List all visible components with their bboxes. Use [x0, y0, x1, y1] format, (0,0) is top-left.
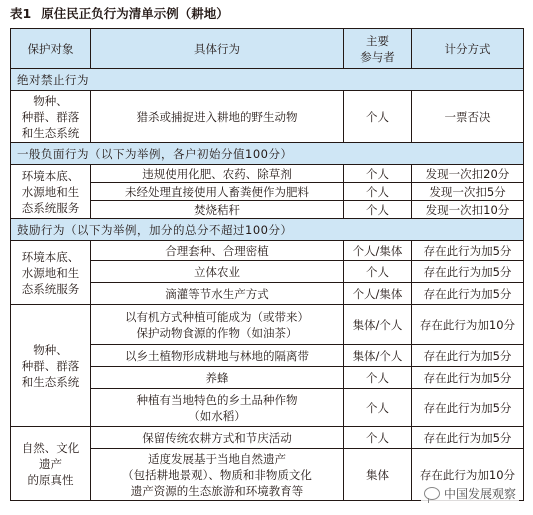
- scoring-cell: 存在此行为加5分: [412, 241, 524, 261]
- behavior-list-table: [10, 28, 524, 501]
- behavior-cell: 违规使用化肥、农药、除草剂: [91, 165, 344, 183]
- section-row: [11, 219, 524, 241]
- section-row: [11, 69, 524, 91]
- subject-cell: 集体: [344, 449, 412, 501]
- scoring-cell: 存在此行为加5分: [412, 345, 524, 367]
- scoring-cell: 存在此行为加5分: [412, 283, 524, 305]
- wechat-icon: [424, 487, 440, 500]
- table-row: [11, 427, 524, 449]
- scoring-cell: 存在此行为加5分: [412, 389, 524, 427]
- scoring-cell: 发现一次扣10分: [412, 201, 524, 219]
- table-row: [11, 165, 524, 183]
- watermark-text: 中国发展观察: [443, 487, 516, 501]
- table-caption: [10, 4, 229, 22]
- subject-cell: 个人/集体: [344, 283, 412, 305]
- header-behavior: 具体行为: [91, 29, 344, 69]
- subject-cell: 个人: [344, 367, 412, 389]
- subject-cell: 集体/个人: [344, 305, 412, 345]
- behavior-cell: 以乡土植物形成耕地与林地的隔离带: [91, 345, 344, 367]
- scoring-cell: 存在此行为加5分: [412, 427, 524, 449]
- subject-cell: 个人: [344, 165, 412, 183]
- section-encouraged: 鼓励行为（以下为举例，加分的总分不超过100分）: [11, 219, 524, 241]
- behavior-cell: 以有机方式种植可能成为（或带来） 保护动物食源的作物（如油茶）: [91, 305, 344, 345]
- section-prohibited: 绝对禁止行为: [11, 69, 524, 91]
- header-scoring: 计分方式: [412, 29, 524, 69]
- watermark: [421, 484, 519, 503]
- behavior-cell: 未经处理直接使用人畜粪便作为肥料: [91, 183, 344, 201]
- scoring-cell: 存在此行为加10分: [412, 305, 524, 345]
- behavior-cell: 焚烧秸秆: [91, 201, 344, 219]
- table-title: 原住民正负行为清单示例（耕地）: [41, 6, 229, 21]
- subject-cell: 个人: [344, 261, 412, 283]
- behavior-cell: 立体农业: [91, 261, 344, 283]
- section-negative: 一般负面行为（以下为举例，各户初始分值100分）: [11, 143, 524, 165]
- subject-cell: 个人: [344, 183, 412, 201]
- subject-cell: 个人: [344, 201, 412, 219]
- behavior-cell: 种植有当地特色的乡土品种作物 （如水稻）: [91, 389, 344, 427]
- scoring-cell: 存在此行为加10分: [412, 449, 524, 501]
- object-cell: 环境本底、 水源地和生 态系统服务: [11, 241, 91, 305]
- subject-cell: 个人: [344, 427, 412, 449]
- table-row: [11, 241, 524, 261]
- behavior-cell: 合理套种、合理密植: [91, 241, 344, 261]
- behavior-cell: 保留传统农耕方式和节庆活动: [91, 427, 344, 449]
- subject-cell: 个人/集体: [344, 241, 412, 261]
- object-cell: 自然、文化 遗产 的原真性: [11, 427, 91, 501]
- subject-cell: 集体/个人: [344, 345, 412, 367]
- behavior-cell: 猎杀或捕捉进入耕地的野生动物: [91, 91, 344, 143]
- object-cell: 物种、 种群、群落 和生态系统: [11, 305, 91, 427]
- behavior-cell: 滴灌等节水生产方式: [91, 283, 344, 305]
- object-cell: 物种、 种群、群落 和生态系统: [11, 91, 91, 143]
- object-cell: 环境本底、 水源地和生 态系统服务: [11, 165, 91, 219]
- subject-cell: 个人: [344, 389, 412, 427]
- scoring-cell: 存在此行为加5分: [412, 367, 524, 389]
- behavior-cell: 养蜂: [91, 367, 344, 389]
- table-row: [11, 91, 524, 143]
- behavior-cell: 适度发展基于当地自然遗产 （包括耕地景观）、物质和非物质文化 遗产资源的生态旅游和环境教育等: [91, 449, 344, 501]
- section-row: [11, 143, 524, 165]
- table-row: [11, 305, 524, 345]
- subject-cell: 个人: [344, 91, 412, 143]
- scoring-cell: 一票否决: [412, 91, 524, 143]
- table-number: 表1: [10, 6, 32, 21]
- scoring-cell: 发现一次扣5分: [412, 183, 524, 201]
- scoring-cell: 发现一次扣20分: [412, 165, 524, 183]
- header-subject: 主要 参与者: [344, 29, 412, 69]
- header-row: [11, 29, 524, 69]
- header-object: 保护对象: [11, 29, 91, 69]
- scoring-cell: 存在此行为加5分: [412, 261, 524, 283]
